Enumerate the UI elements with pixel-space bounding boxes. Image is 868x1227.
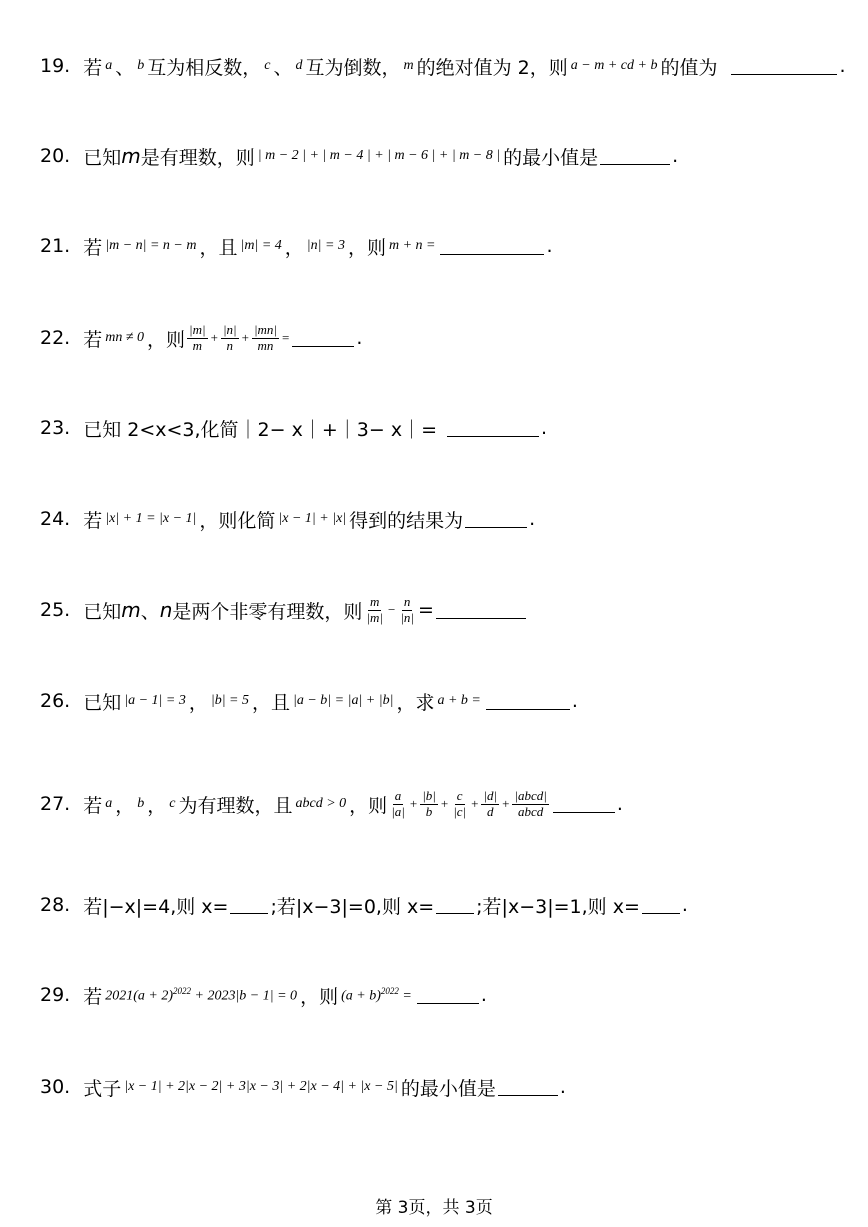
operator: =: [417, 599, 434, 621]
question-text: .: [571, 690, 578, 712]
question-text: ，且: [252, 691, 291, 714]
question-26: [40, 683, 860, 719]
question-number: 22.: [40, 327, 71, 349]
math-var: a: [105, 796, 113, 811]
question-text: 已知: [83, 146, 122, 169]
question-text: 的最小值是: [400, 1077, 496, 1100]
question-text: 若|−x|=4,则 x=: [83, 895, 229, 918]
numerator: |mn|: [253, 321, 277, 337]
answer-blank[interactable]: [553, 796, 615, 813]
fraction: [221, 323, 239, 354]
denominator: |m|: [366, 609, 383, 625]
math-expression: |x − 1| + 2|x − 2| + 3|x − 3| + 2|x − 4| + |x − 5|: [124, 1079, 398, 1094]
answer-blank[interactable]: [486, 693, 570, 710]
question-text: ，求: [396, 691, 435, 714]
fraction: [398, 595, 416, 626]
math-expression: mn ≠ 0: [105, 330, 145, 345]
question-text: 若: [83, 509, 103, 532]
numerator: a: [394, 787, 402, 803]
fraction: [252, 323, 279, 354]
question-text: 若: [83, 56, 103, 79]
math-expression: a + b =: [437, 693, 481, 708]
answer-blank[interactable]: [440, 238, 544, 255]
question-text: 已知 2<x<3,化简｜2− x｜+｜3− x｜=: [83, 418, 437, 441]
math-expression: |n| = 3: [306, 238, 345, 253]
denominator: n: [226, 337, 234, 353]
question-number: 29.: [40, 984, 71, 1006]
operator: +: [241, 330, 249, 345]
question-text: 互为倒数，: [305, 56, 401, 79]
question-number: 27.: [40, 793, 71, 815]
question-text: ;若|x−3|=0,则 x=: [270, 895, 435, 918]
question-text: 、: [115, 56, 135, 79]
numerator: c: [456, 787, 463, 803]
denominator: |a|: [391, 803, 405, 819]
question-text: 为有理数，且: [178, 794, 293, 817]
question-25: [40, 590, 860, 630]
question-text: .: [559, 1076, 566, 1098]
question-number: 24.: [40, 508, 71, 530]
math-expression: |x − 1| + |x|: [278, 511, 347, 526]
question-text: 互为相反数，: [147, 56, 262, 79]
question-text: ，: [188, 691, 208, 714]
question-text: 是有理数，则: [140, 146, 255, 169]
question-number: 23.: [40, 417, 71, 439]
math-var: b: [137, 796, 145, 811]
question-number: 28.: [40, 894, 71, 916]
question-text: ;若|x−3|=1,则 x=: [476, 895, 640, 918]
denominator: d: [487, 803, 494, 819]
operator: +: [502, 796, 510, 811]
math-var: m: [121, 144, 141, 168]
question-text: ，且: [199, 236, 238, 259]
math-var: b: [137, 58, 145, 73]
page-footer: 第 3页，共 3页: [375, 1198, 493, 1218]
numerator: |d|: [483, 787, 498, 803]
answer-blank[interactable]: [465, 511, 527, 528]
question-text: ，则: [147, 328, 186, 351]
question-text: .: [480, 984, 487, 1006]
question-text: 、: [273, 56, 293, 79]
math-expression: [105, 986, 297, 1005]
math-expression: |a − 1| = 3: [124, 693, 186, 708]
math-expression: |m| = 4: [240, 238, 282, 253]
answer-blank[interactable]: [417, 987, 479, 1004]
fraction: [420, 789, 438, 820]
math-var: m: [403, 58, 414, 73]
answer-blank[interactable]: [436, 602, 526, 619]
operator: +: [471, 796, 479, 811]
fraction: [187, 323, 208, 354]
fraction: [481, 789, 499, 820]
question-text: .: [681, 894, 688, 916]
question-27: [40, 782, 860, 826]
denominator: |n|: [400, 609, 414, 625]
math-expression: abcd > 0: [295, 796, 347, 811]
math-var: m: [121, 598, 141, 622]
denominator: |c|: [453, 803, 467, 819]
question-text: ，: [115, 794, 135, 817]
math-var: c: [169, 796, 176, 811]
math-expression: |m − n| = n − m: [105, 238, 197, 253]
question-21: [40, 228, 860, 264]
question-text: .: [540, 417, 548, 439]
question-number: 26.: [40, 690, 71, 712]
numerator: |b|: [422, 787, 436, 803]
expr-part: (a + b): [341, 988, 381, 1004]
question-number: 20.: [40, 145, 71, 167]
denominator: abcd: [518, 803, 544, 819]
math-var: d: [295, 58, 303, 73]
question-text: 得到的结果为: [349, 509, 464, 532]
question-number: 21.: [40, 235, 71, 257]
exponent: 2022: [173, 985, 192, 996]
operator: +: [409, 796, 418, 811]
answer-blank[interactable]: [498, 1079, 558, 1096]
question-28: [40, 887, 860, 923]
math-var: c: [264, 58, 271, 73]
question-number: 30.: [40, 1076, 71, 1098]
math-expression: a − m + cd + b: [570, 58, 658, 73]
question-30: [40, 1069, 860, 1105]
math-expression: |x| + 1 = |x − 1|: [105, 511, 197, 526]
answer-blank[interactable]: [642, 897, 680, 914]
answer-blank[interactable]: [731, 58, 837, 75]
question-19: [40, 48, 860, 84]
exponent: 2022: [380, 985, 399, 996]
expr-part: 2021(a + 2): [105, 988, 174, 1004]
operator: +: [210, 330, 218, 345]
fraction: [451, 789, 468, 820]
question-text: 是两个非零有理数，则: [172, 600, 363, 623]
numerator: |n|: [222, 321, 237, 337]
math-var: n: [159, 598, 173, 622]
question-number: 19.: [40, 55, 71, 77]
question-text: 若: [83, 328, 103, 351]
expr-part: + 2023|b − 1| = 0: [191, 988, 298, 1004]
question-text: 若: [83, 236, 103, 259]
question-text: .: [616, 793, 623, 815]
fraction: [389, 789, 407, 820]
question-text: .: [529, 508, 536, 530]
question-text: 的值为: [660, 56, 718, 79]
answer-blank[interactable]: [600, 148, 670, 165]
question-text: 的绝对值为 2，则: [416, 56, 568, 79]
answer-blank[interactable]: [230, 897, 268, 914]
question-23: [40, 410, 860, 446]
numerator: n: [403, 593, 411, 609]
question-29: [40, 977, 860, 1013]
question-text: 已知: [83, 691, 122, 714]
question-text: .: [356, 327, 363, 349]
math-expression: | m − 2 | + | m − 4 | + | m − 6 | + | m − 8 |: [257, 148, 501, 163]
denominator: b: [425, 803, 433, 819]
question-text: ，则: [349, 794, 388, 817]
operator: +: [440, 796, 449, 811]
question-text: ，: [284, 236, 304, 259]
answer-blank[interactable]: [292, 330, 354, 347]
question-text: 已知: [83, 600, 122, 623]
question-text: 若: [83, 985, 103, 1008]
numerator: |abcd|: [514, 787, 547, 803]
answer-blank[interactable]: [447, 420, 539, 437]
denominator: mn: [257, 337, 274, 353]
math-expression: |a − b| = |a| + |b|: [293, 693, 394, 708]
math-expression: |b| = 5: [210, 693, 249, 708]
numerator: m: [370, 593, 380, 609]
question-text: ，: [147, 794, 167, 817]
fraction: [364, 595, 385, 626]
question-24: [40, 501, 860, 537]
question-text: ，则: [347, 236, 386, 259]
numerator: |m|: [189, 321, 206, 337]
expr-part: =: [398, 988, 412, 1004]
denominator: m: [192, 337, 203, 353]
question-text: ，则化简: [199, 509, 276, 532]
question-text: 式子: [83, 1077, 122, 1100]
operator: =: [281, 330, 290, 345]
question-text: ，则: [300, 985, 339, 1008]
question-number: 25.: [40, 599, 71, 621]
question-text: 、: [140, 600, 160, 623]
operator: −: [387, 602, 396, 617]
question-text: 若: [83, 794, 103, 817]
math-expression: m + n =: [388, 238, 436, 253]
question-text: 的最小值是: [503, 146, 599, 169]
question-text: .: [839, 55, 846, 77]
answer-blank[interactable]: [436, 897, 474, 914]
question-22: [40, 318, 860, 358]
question-text: .: [546, 235, 553, 257]
math-var: a: [105, 58, 113, 73]
question-20: [40, 138, 860, 174]
math-expression: [341, 986, 412, 1005]
question-text: .: [672, 145, 679, 167]
fraction: [512, 789, 548, 820]
